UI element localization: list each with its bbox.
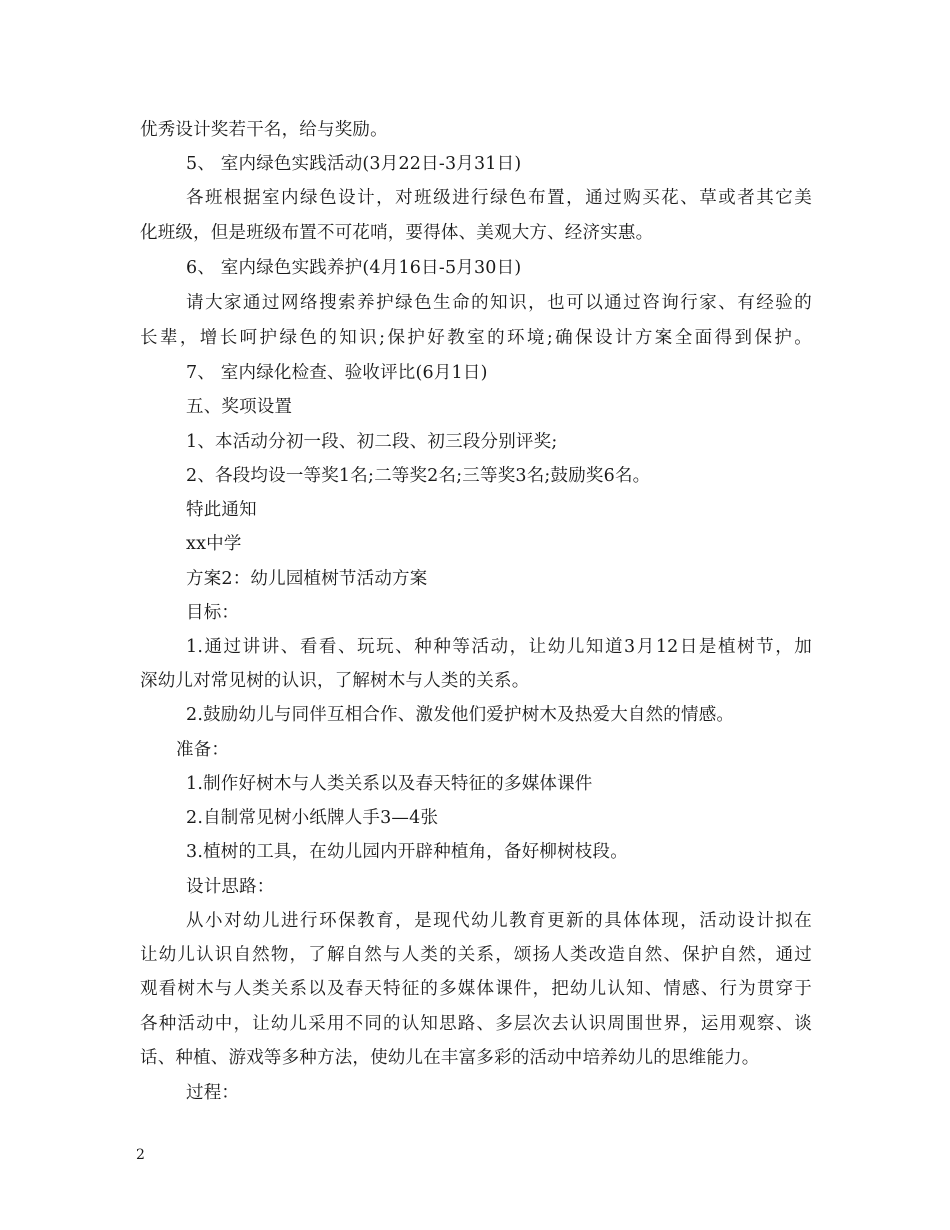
paragraph-line: 请大家通过网络搜索养护绿色生命的知识，也可以通过咨询行家、有经验的 <box>186 293 812 313</box>
paragraph-line: 观看树木与人类关系以及春天特征的多媒体课件，把幼儿认知、情感、行为贯穿于 <box>140 979 812 999</box>
section-heading-6: 6、 室内绿色实践养护(4月16日-5月30日) <box>186 258 522 278</box>
section-heading-awards: 五、奖项设置 <box>186 397 293 417</box>
paragraph-line: 从小对幼儿进行环保教育，是现代幼儿教育更新的具体体现，活动设计拟在 <box>186 911 812 931</box>
paragraph-line: 优秀设计奖若干名，给与奖励。 <box>140 120 388 140</box>
list-item: 1.制作好树木与人类关系以及春天特征的多媒体课件 <box>186 774 593 794</box>
section-heading-goals: 目标： <box>186 603 240 623</box>
notice-line: 特此通知 <box>186 500 257 520</box>
list-item: 2.自制常见树小纸牌人手3—4张 <box>186 808 439 828</box>
section-heading-5: 5、 室内绿色实践活动(3月22日-3月31日) <box>186 154 522 174</box>
section-heading-preparation: 准备： <box>176 740 230 760</box>
list-item: 1、本活动分初一段、初二段、初三段分别评奖; <box>186 432 558 452</box>
section-heading-process: 过程： <box>186 1083 240 1103</box>
list-item: 1.通过讲讲、看看、玩玩、种种等活动，让幼儿知道3月12日是植树节，加 <box>186 637 812 657</box>
paragraph-line: 各班根据室内绿色设计，对班级进行绿色布置，通过购买花、草或者其它美 <box>186 188 812 208</box>
page-number: 2 <box>136 1147 145 1163</box>
list-item: 2.鼓励幼儿与同伴互相合作、激发他们爱护树木及热爱大自然的情感。 <box>186 705 735 725</box>
school-name: xx中学 <box>186 534 242 554</box>
paragraph-line: 深幼儿对常见树的认识，了解树木与人类的关系。 <box>140 671 530 691</box>
paragraph-line: 各种活动中，让幼儿采用不同的认知思路、多层次去认识周围世界，运用观察、谈 <box>140 1014 812 1034</box>
paragraph-line: 长辈，增长呵护绿色的知识;保护好教室的环境;确保设计方案全面得到保护。 <box>140 328 812 348</box>
plan-title: 方案2：幼儿园植树节活动方案 <box>186 569 428 589</box>
paragraph-line: 话、种植、游戏等多种方法，使幼儿在丰富多彩的活动中培养幼儿的思维能力。 <box>140 1048 760 1068</box>
section-heading-design: 设计思路： <box>186 877 275 897</box>
list-item: 3.植树的工具，在幼儿园内开辟种植角，备好柳树枝段。 <box>186 842 628 862</box>
paragraph-line: 化班级，但是班级布置不可花哨，要得体、美观大方、经济实惠。 <box>140 223 654 243</box>
list-item: 2、各段均设一等奖1名;二等奖2名;三等奖3名;鼓励奖6名。 <box>186 466 651 486</box>
paragraph-line: 让幼儿认识自然物，了解自然与人类的关系，颂扬人类改造自然、保护自然，通过 <box>140 945 812 965</box>
section-heading-7: 7、 室内绿化检查、验收评比(6月1日) <box>186 363 488 383</box>
